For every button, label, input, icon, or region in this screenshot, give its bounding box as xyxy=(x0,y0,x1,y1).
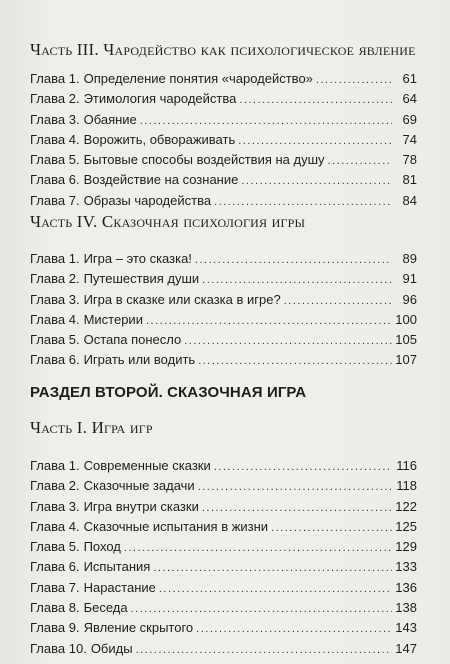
part-number: Часть IV. xyxy=(30,212,98,231)
dot-leader xyxy=(131,599,392,619)
toc-entry xyxy=(30,310,417,330)
toc-entry xyxy=(30,476,417,496)
dot-leader xyxy=(140,111,392,131)
toc-entry xyxy=(30,110,417,130)
chapter-title: Этимология чародейства xyxy=(83,91,237,107)
part-number: Часть III. xyxy=(30,40,99,59)
dot-leader xyxy=(202,498,392,518)
dot-leader xyxy=(124,538,392,558)
dot-leader xyxy=(136,640,392,660)
chapter-label: Глава 6. xyxy=(30,559,80,575)
part-title: Игра игр xyxy=(91,418,153,437)
part-title: Чародейство как психологическое явление xyxy=(103,40,416,59)
page-number: 89 xyxy=(402,251,417,266)
dot-leader xyxy=(202,270,392,290)
dot-leader xyxy=(241,171,392,191)
chapter-title: Путешествия души xyxy=(83,271,200,287)
chapter-label: Глава 2. xyxy=(30,91,80,107)
dot-leader xyxy=(271,518,392,538)
chapter-label: Глава 5. xyxy=(30,539,80,555)
chapter-label: Глава 7. xyxy=(30,192,80,208)
dot-leader xyxy=(196,619,392,639)
toc-entry xyxy=(30,497,417,517)
page-number: 122 xyxy=(395,498,417,514)
toc-entry xyxy=(30,537,417,557)
toc-entry xyxy=(30,130,417,150)
chapter-title: Нарастание xyxy=(83,579,156,595)
page-number: 118 xyxy=(396,478,417,494)
page-number: 81 xyxy=(402,172,417,188)
dot-leader xyxy=(159,579,392,599)
toc-list-part-1 xyxy=(30,456,417,659)
page-number: 147 xyxy=(395,640,417,656)
toc-list-part-4 xyxy=(30,249,417,371)
chapter-label: Глава 10. xyxy=(30,640,87,656)
chapter-title: Остапа понесло xyxy=(83,332,182,348)
dot-leader xyxy=(316,70,392,90)
toc-entry xyxy=(30,269,417,289)
chapter-label: Глава 2. xyxy=(30,271,80,287)
page-number: 96 xyxy=(402,291,417,307)
chapter-title: Обиды xyxy=(90,640,133,656)
toc-entry xyxy=(30,639,417,659)
toc-entry xyxy=(30,350,417,370)
chapter-label: Глава 8. xyxy=(30,600,80,616)
chapter-title: Определение понятия «чародейство» xyxy=(83,71,313,86)
chapter-label: Глава 5. xyxy=(30,332,80,348)
part-heading-1 xyxy=(30,418,153,438)
page-number: 116 xyxy=(396,458,417,473)
chapter-title: Образы чародейства xyxy=(83,192,212,208)
chapter-title: Обаяние xyxy=(83,111,137,127)
chapter-label: Глава 4. xyxy=(30,311,80,327)
chapter-label: Глава 1. xyxy=(30,71,80,86)
chapter-label: Глава 6. xyxy=(30,172,80,188)
page-number: 100 xyxy=(395,311,417,327)
chapter-label: Глава 1. xyxy=(30,458,80,473)
chapter-title: Игра – это сказка! xyxy=(83,251,192,266)
page-number: 91 xyxy=(402,271,417,287)
chapter-label: Глава 4. xyxy=(30,131,80,147)
chapter-label: Глава 2. xyxy=(30,478,80,494)
toc-entry xyxy=(30,330,417,350)
part-title: Сказочная психология игры xyxy=(101,212,306,231)
chapter-title: Бытовые способы воздействия на душу xyxy=(83,152,325,168)
chapter-label: Глава 3. xyxy=(30,111,80,127)
toc-entry xyxy=(30,290,417,310)
dot-leader xyxy=(214,192,392,212)
page-number: 129 xyxy=(395,539,417,555)
part-heading-3 xyxy=(30,40,416,60)
chapter-title: Явление скрытого xyxy=(83,620,194,636)
page-number: 64 xyxy=(402,91,417,107)
chapter-title: Современные сказки xyxy=(83,458,211,473)
toc-entry xyxy=(30,517,417,537)
toc-entry xyxy=(30,456,417,476)
chapter-title: Беседа xyxy=(83,600,128,616)
chapter-title: Ворожить, обвораживать xyxy=(83,131,236,147)
toc-entry xyxy=(30,89,417,109)
chapter-title: Поход xyxy=(83,539,121,555)
chapter-title: Мистерии xyxy=(83,311,143,327)
part-heading-4 xyxy=(30,212,305,232)
dot-leader xyxy=(238,131,392,151)
toc-entry xyxy=(30,249,417,269)
dot-leader xyxy=(198,477,392,497)
chapter-title: Игра в сказке или сказка в игре? xyxy=(83,291,281,307)
page-number: 105 xyxy=(395,332,417,348)
page-number: 138 xyxy=(395,600,417,616)
chapter-title: Воздействие на сознание xyxy=(83,172,239,188)
toc-entry xyxy=(30,578,417,598)
dot-leader xyxy=(239,90,392,110)
dot-leader xyxy=(146,311,392,331)
section-heading: РАЗДЕЛ ВТОРОЙ. СКАЗОЧНАЯ ИГРА xyxy=(30,384,307,401)
dot-leader xyxy=(284,291,392,311)
page-number: 143 xyxy=(395,620,417,636)
chapter-label: Глава 4. xyxy=(30,518,80,534)
chapter-title: Сказочные испытания в жизни xyxy=(83,518,269,534)
dot-leader xyxy=(195,250,392,270)
chapter-title: Сказочные задачи xyxy=(83,478,195,494)
page-number: 69 xyxy=(402,111,417,127)
toc-entry xyxy=(30,618,417,638)
toc-entry xyxy=(30,191,417,211)
page-number: 133 xyxy=(395,559,417,575)
chapter-label: Глава 5. xyxy=(30,152,80,168)
toc-entry xyxy=(30,557,417,577)
dot-leader xyxy=(328,151,392,171)
page-number: 84 xyxy=(402,192,417,208)
page-number: 61 xyxy=(402,71,417,86)
dot-leader xyxy=(184,331,392,351)
toc-entry xyxy=(30,69,417,89)
toc-entry xyxy=(30,598,417,618)
dot-leader xyxy=(198,351,392,371)
chapter-title: Играть или водить xyxy=(83,352,196,368)
page-number: 74 xyxy=(402,131,417,147)
toc-entry xyxy=(30,150,417,170)
chapter-label: Глава 6. xyxy=(30,352,80,368)
chapter-title: Игра внутри сказки xyxy=(83,498,199,514)
page-number: 125 xyxy=(395,518,417,534)
chapter-title: Испытания xyxy=(83,559,151,575)
part-number: Часть I. xyxy=(30,418,88,437)
chapter-label: Глава 3. xyxy=(30,498,80,514)
page-number: 136 xyxy=(395,579,417,595)
chapter-label: Глава 1. xyxy=(30,251,80,266)
dot-leader xyxy=(153,558,392,578)
toc-entry xyxy=(30,170,417,190)
chapter-label: Глава 7. xyxy=(30,579,80,595)
page-number: 107 xyxy=(395,352,417,368)
toc-list-part-3 xyxy=(30,69,417,211)
dot-leader xyxy=(214,457,392,477)
chapter-label: Глава 9. xyxy=(30,620,80,636)
page-number: 78 xyxy=(402,152,417,168)
chapter-label: Глава 3. xyxy=(30,291,80,307)
